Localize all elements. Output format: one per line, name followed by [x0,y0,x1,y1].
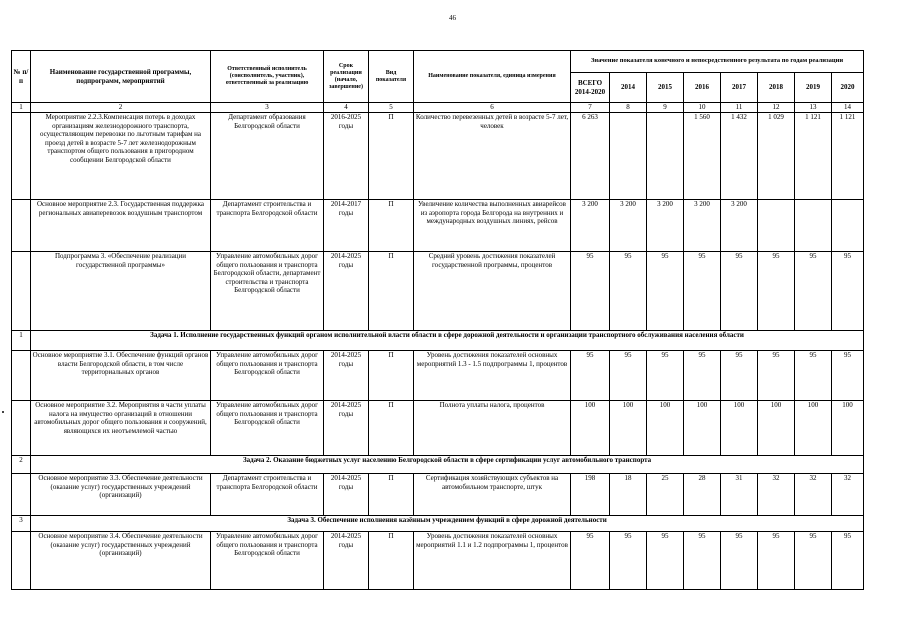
row-value: 95 [721,351,758,401]
row-value: 95 [684,252,721,331]
header-type: Вид показателя [369,51,414,103]
table-row [12,252,864,331]
header-executor: Ответственный исполнитель (соисполнитель, участник), ответственный за реализацию [211,51,324,103]
header-num: № п/п [12,51,31,103]
task-number: 2 [12,456,31,474]
row-value: 3 200 [610,200,647,252]
row-value: 95 [684,351,721,401]
row-value: 198 [571,474,610,516]
table-row [12,532,864,590]
row-indicator: Уровень достижения показателей основных мероприятий 1.1 и 1.2 подпрограммы 1, процентов [414,532,571,590]
row-value: 100 [795,401,832,456]
year-header: ВСЕГО 2014-2020 [571,73,610,103]
row-type: П [369,401,414,456]
row-value: 100 [647,401,684,456]
row-value [610,113,647,200]
row-value: 95 [571,351,610,401]
page-number: 46 [449,14,456,22]
row-value: 3 200 [684,200,721,252]
row-value: 95 [795,351,832,401]
row-name: Основное мероприятие 3.1. Обеспечение функций органов власти Белгородской области, в том числе территориальных органов [31,351,211,401]
row-value: 1 121 [795,113,832,200]
row-value [758,200,795,252]
table-row [12,113,864,200]
task-number: 1 [12,331,31,351]
row-value: 1 121 [832,113,864,200]
column-number: 1 [12,103,31,113]
row-indicator: Полнота уплаты налога, процентов [414,401,571,456]
year-header: 2018 [758,73,795,103]
column-number: 9 [647,103,684,113]
row-value: 28 [684,474,721,516]
row-executor: Управление автомобильных дорог общего пользования и транспорта Белгородской области [211,401,324,456]
row-value: 95 [758,351,795,401]
row-value: 1 560 [684,113,721,200]
row-executor: Департамент образования Белгородской области [211,113,324,200]
row-value: 32 [795,474,832,516]
row-value: 18 [610,474,647,516]
year-header: 2020 [832,73,864,103]
table-row [12,401,864,456]
task-text: Задача 3. Обеспечение исполнения казённым учреждением функций в сфере дорожной деятельности [31,516,864,532]
row-value: 100 [610,401,647,456]
row-value: 100 [832,401,864,456]
task-row [12,456,864,474]
row-type: П [369,200,414,252]
column-number: 13 [795,103,832,113]
task-number: 3 [12,516,31,532]
year-header: 2014 [610,73,647,103]
task-text: Задача 2. Оказание бюджетных услуг населению Белгородской области в сфере сертификации услуг автомобильного транспорта [31,456,864,474]
row-period: 2014-2025 годы [324,252,369,331]
row-indicator: Средний уровень достижения показателей государственной программы, процентов [414,252,571,331]
row-type: П [369,252,414,331]
row-value: 25 [647,474,684,516]
row-period: 2014-2025 годы [324,351,369,401]
header-period: Срок реализации (начало, завершение) [324,51,369,103]
row-type: П [369,474,414,516]
year-header: 2017 [721,73,758,103]
row-value: 95 [832,252,864,331]
row-value: 3 200 [721,200,758,252]
column-number: 5 [369,103,414,113]
column-numbers-row [12,103,864,113]
row-executor: Управление автомобильных дорог общего пользования и транспорта Белгородской области [211,351,324,401]
row-value: 95 [758,252,795,331]
row-executor: Департамент строительства и транспорта Белгородской области [211,200,324,252]
row-value: 100 [758,401,795,456]
column-number: 7 [571,103,610,113]
row-name: Мероприятие 2.2.3.Компенсация потерь в доходах организациям железнодорожного транспорта, осуществляющим перевозки по льготным тарифам на проезд детей в возрасте 5-7 лет железнодорожным транспортом общего пользования в пригородном сообщении Белгородской области [31,113,211,200]
row-period: 2014-2025 годы [324,401,369,456]
row-indicator: Уровень достижения показателей основных мероприятий 1.3 - 1.5 подпрограммы 1, процентов [414,351,571,401]
row-name: Основное мероприятие 3.4. Обеспечение деятельности (оказание услуг) государственных учреждений (организаций) [31,532,211,590]
task-row [12,516,864,532]
scan-mark [2,411,4,413]
row-value: 1 432 [721,113,758,200]
row-value [832,200,864,252]
row-value: 95 [721,252,758,331]
row-period: 2016-2025 годы [324,113,369,200]
row-value: 95 [647,351,684,401]
row-executor: Управление автомобильных дорог общего пользования и транспорта Белгородской области, департамент строительства и транспорта Белгородской области [211,252,324,331]
row-name: Основное мероприятие 3.3. Обеспечение деятельности (оказание услуг) государственных учреждений (организаций) [31,474,211,516]
year-header: 2016 [684,73,721,103]
row-value: 95 [571,252,610,331]
year-header: 2019 [795,73,832,103]
header-indicator: Наименование показателя, единица измерения [414,51,571,103]
row-value: 95 [571,532,610,590]
row-value: 95 [610,351,647,401]
year-header: 2015 [647,73,684,103]
table-row [12,200,864,252]
row-value: 1 029 [758,113,795,200]
row-value: 100 [721,401,758,456]
row-value: 32 [758,474,795,516]
row-type: П [369,351,414,401]
column-number: 11 [721,103,758,113]
row-period: 2014-2025 годы [324,532,369,590]
row-value: 95 [610,252,647,331]
column-number: 6 [414,103,571,113]
row-value: 95 [610,532,647,590]
task-row [12,331,864,351]
row-period: 2014-2017 годы [324,200,369,252]
row-value: 3 200 [647,200,684,252]
indicators-table [11,50,864,590]
row-name: Подпрограмма 3. «Обеспечение реализации государственной программы» [31,252,211,331]
row-value [795,200,832,252]
table-row [12,351,864,401]
row-value: 95 [832,351,864,401]
header-values: Значение показателя конечного и непосредственного результата по годам реализации [571,51,864,73]
row-type: П [369,113,414,200]
row-value: 32 [832,474,864,516]
row-value: 95 [795,252,832,331]
row-executor: Управление автомобильных дорог общего пользования и транспорта Белгородской области [211,532,324,590]
row-name: Основное мероприятие 3.2. Мероприятия в части уплаты налога на имущество организаций в отношении автомобильных дорог общего пользования и сооружений, являющихся их неотъемлемой частью [31,401,211,456]
column-number: 10 [684,103,721,113]
row-value: 95 [832,532,864,590]
row-value [647,113,684,200]
row-value: 95 [721,532,758,590]
column-number: 14 [832,103,864,113]
row-value: 6 263 [571,113,610,200]
column-number: 12 [758,103,795,113]
column-number: 4 [324,103,369,113]
row-value: 95 [647,532,684,590]
row-value: 95 [795,532,832,590]
row-indicator: Увеличение количества выполненных авиарейсов из аэропорта города Белгорода на внутренних и международных воздушных линиях, рейсов [414,200,571,252]
row-type: П [369,532,414,590]
row-indicator: Сертификация хозяйствующих субъектов на автомобильном транспорте, штук [414,474,571,516]
row-value: 31 [721,474,758,516]
row-value: 95 [758,532,795,590]
row-period: 2014-2025 годы [324,474,369,516]
row-value: 100 [684,401,721,456]
column-number: 8 [610,103,647,113]
task-text: Задача 1. Исполнение государственных функций органом исполнительной власти области в сфере дорожной деятельности и организации транспортного обслуживания населения области [31,331,864,351]
column-number: 2 [31,103,211,113]
column-number: 3 [211,103,324,113]
table-row [12,474,864,516]
row-executor: Департамент строительства и транспорта Белгородской области [211,474,324,516]
row-value: 3 200 [571,200,610,252]
header-name: Наименование государственной программы, подпрограмм, мероприятий [31,51,211,103]
row-value: 95 [647,252,684,331]
row-name: Основное мероприятие 2.3. Государственная поддержка региональных авиаперевозок воздушным транспортом [31,200,211,252]
row-value: 95 [684,532,721,590]
row-value: 100 [571,401,610,456]
row-indicator: Количество перевезенных детей в возрасте 5-7 лет, человек [414,113,571,200]
